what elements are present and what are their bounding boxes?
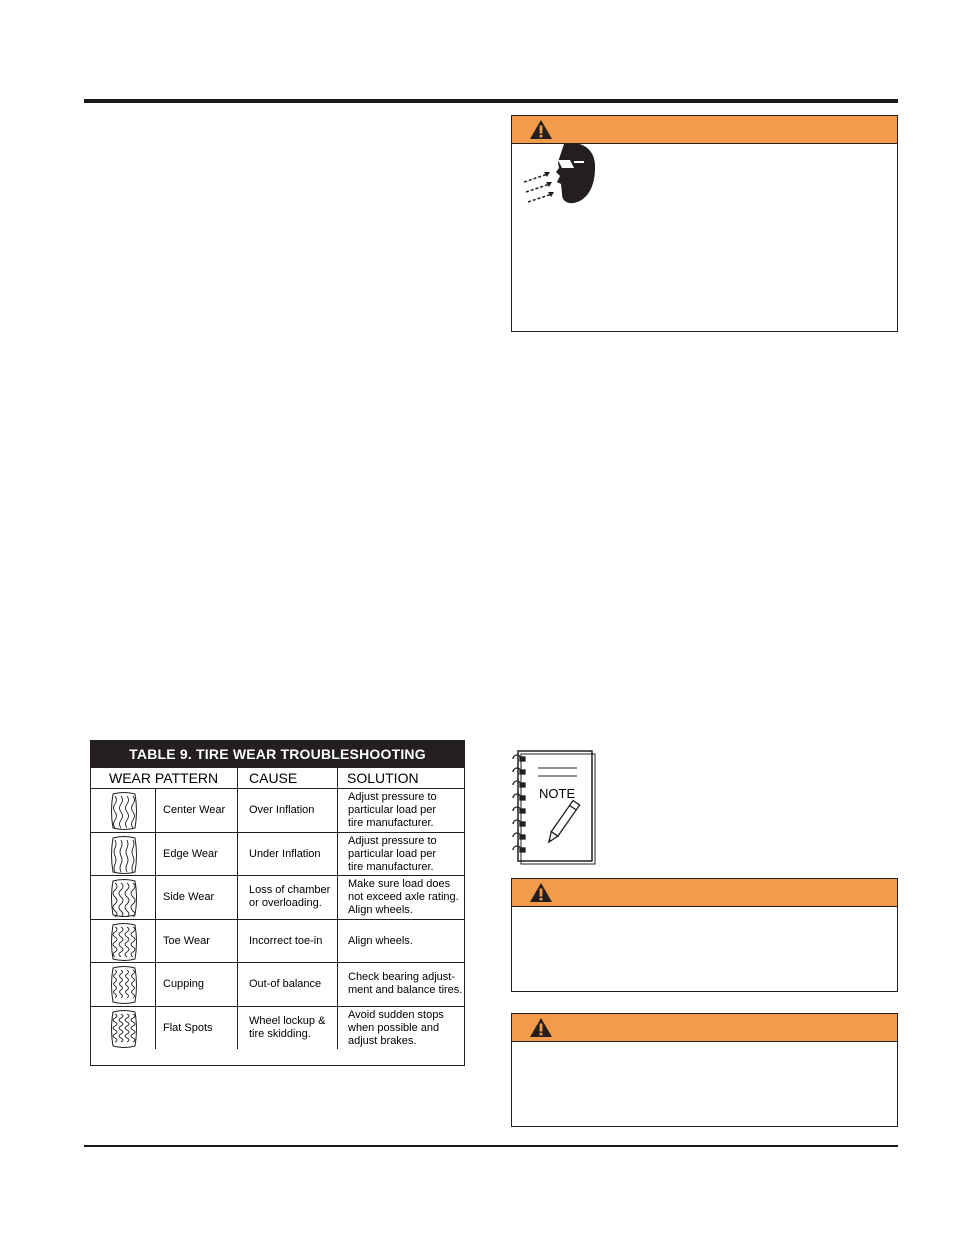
tire-tread-icon bbox=[109, 879, 139, 917]
tire-tread-icon bbox=[109, 966, 139, 1004]
solution-cell bbox=[348, 1009, 444, 1048]
table-header-row bbox=[91, 768, 464, 789]
warning-box-3 bbox=[511, 1013, 898, 1127]
table-body bbox=[91, 789, 464, 1049]
header-rule bbox=[84, 99, 898, 103]
cause-line: or overloading. bbox=[249, 897, 322, 909]
table-row bbox=[91, 789, 464, 833]
warning-triangle-icon bbox=[529, 1017, 553, 1038]
solution-line: tire manufacturer. bbox=[348, 860, 434, 873]
footer-rule bbox=[84, 1145, 898, 1147]
col-header-solution: SOLUTION bbox=[347, 770, 419, 786]
table-row bbox=[91, 833, 464, 877]
table-row bbox=[91, 963, 464, 1007]
warning-header bbox=[512, 879, 897, 907]
cause-cell bbox=[249, 935, 322, 948]
tire-tread-icon bbox=[109, 923, 139, 961]
solution-cell bbox=[348, 971, 462, 997]
cause-line: Loss of chamber bbox=[249, 884, 331, 896]
warning-triangle-icon bbox=[529, 119, 553, 140]
wear-pattern-label: Toe Wear bbox=[163, 934, 210, 947]
cause-cell bbox=[249, 804, 314, 817]
cause-line: Incorrect toe-in bbox=[249, 934, 323, 947]
cause-line: Under Inflation bbox=[249, 847, 321, 860]
solution-line: Adjust pressure to bbox=[348, 791, 437, 803]
solution-line: Align wheels. bbox=[348, 904, 413, 916]
solution-line: Make sure load does bbox=[348, 878, 451, 890]
solution-line: particular load per bbox=[348, 847, 437, 860]
wear-pattern-label: Flat Spots bbox=[163, 1021, 213, 1034]
solution-line: Adjust pressure to bbox=[348, 834, 437, 847]
warning-box-eye-protection bbox=[511, 115, 898, 332]
solution-line: when possible and bbox=[348, 1021, 440, 1034]
solution-line: Avoid sudden stops bbox=[348, 1008, 444, 1021]
solution-line: ment and balance tires. bbox=[348, 984, 463, 996]
cause-cell bbox=[249, 848, 321, 861]
solution-cell bbox=[348, 878, 459, 917]
table-row bbox=[91, 1007, 464, 1050]
wear-pattern-label: Edge Wear bbox=[163, 847, 218, 860]
cause-cell bbox=[249, 1015, 325, 1041]
note-label: NOTE bbox=[539, 786, 576, 801]
warning-triangle-icon bbox=[529, 882, 553, 903]
table-row bbox=[91, 876, 464, 920]
table-title: TABLE 9. TIRE WEAR TROUBLESHOOTING bbox=[91, 741, 464, 768]
cause-line: Wheel lockup & bbox=[249, 1014, 326, 1027]
wear-pattern-label: Cupping bbox=[163, 978, 204, 990]
cause-cell bbox=[249, 978, 321, 991]
col-header-cause: CAUSE bbox=[249, 770, 298, 786]
tire-tread-icon bbox=[109, 1010, 139, 1048]
solution-line: adjust brakes. bbox=[348, 1034, 417, 1047]
tire-tread-icon bbox=[109, 836, 139, 874]
solution-line: Check bearing adjust- bbox=[348, 971, 456, 983]
solution-line: Align wheels. bbox=[348, 934, 413, 947]
col-header-wear-pattern: WEAR PATTERN bbox=[109, 770, 219, 786]
cause-line: Out-of balance bbox=[249, 978, 322, 990]
tire-wear-table bbox=[90, 740, 465, 1066]
cause-line: tire skidding. bbox=[249, 1027, 311, 1040]
cause-line: Over Inflation bbox=[249, 804, 315, 816]
warning-box-2 bbox=[511, 878, 898, 992]
solution-cell bbox=[348, 935, 413, 948]
solution-line: tire manufacturer. bbox=[348, 817, 434, 829]
notepad-pencil-icon bbox=[510, 749, 596, 865]
face-protection-icon bbox=[522, 138, 602, 210]
solution-line: not exceed axle rating. bbox=[348, 891, 459, 903]
solution-line: particular load per bbox=[348, 804, 437, 816]
solution-cell bbox=[348, 835, 437, 874]
table-row bbox=[91, 920, 464, 964]
wear-pattern-label: Side Wear bbox=[163, 891, 215, 903]
solution-cell bbox=[348, 791, 437, 830]
tire-tread-icon bbox=[109, 792, 139, 830]
cause-cell bbox=[249, 884, 330, 910]
warning-header bbox=[512, 1014, 897, 1042]
wear-pattern-label: Center Wear bbox=[163, 804, 226, 816]
